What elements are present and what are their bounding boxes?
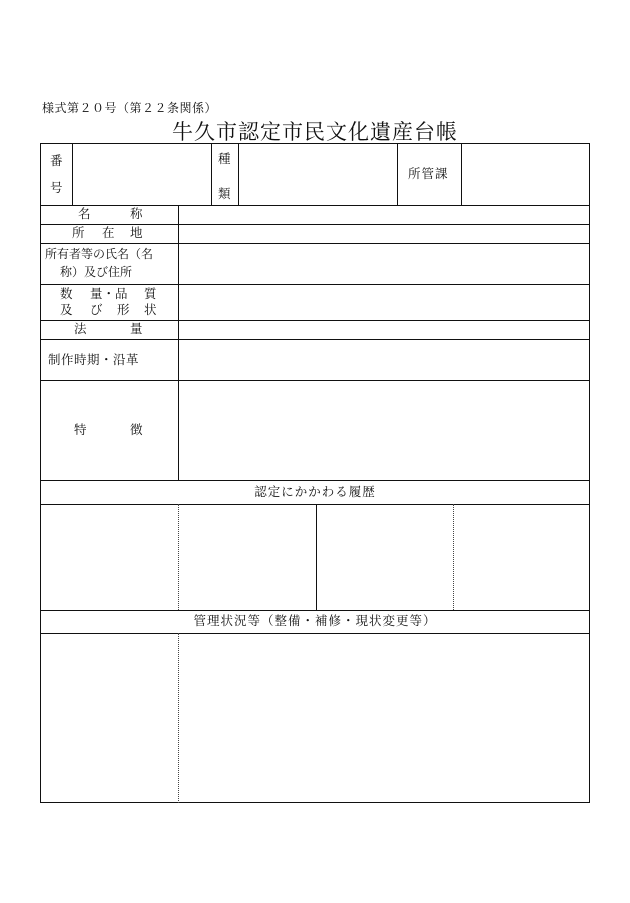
row-divider [40,284,590,285]
features-label-b: 徴 [130,422,143,437]
row-divider [40,610,590,611]
quantity-label-1a: 数 [60,286,73,301]
number-label-1: 番 [50,153,63,168]
owner-label-line1: 所有者等の氏名（名 [45,247,154,261]
number-label-2: 号 [50,180,63,195]
location-label-c: 地 [130,225,143,240]
dimensions-label-a: 法 [74,321,87,336]
col-divider [72,143,73,205]
production-label: 制作時期・沿革 [48,352,140,367]
department-label: 所管課 [408,166,449,181]
row-divider [40,633,590,634]
quantity-label-2b: び [90,302,103,317]
row-divider [40,339,590,340]
row-divider [40,480,590,481]
name-label-b: 称 [130,206,143,221]
row-divider [40,320,590,321]
certification-history-heading: 認定にかかわる履歴 [254,484,376,499]
row-divider [40,380,590,381]
name-label-a: 名 [78,206,91,221]
history-dotted-divider [178,504,179,610]
quantity-label-1c: 質 [144,286,157,301]
quantity-label-2a: 及 [60,302,73,317]
row-divider [40,205,590,206]
row-divider [40,224,590,225]
col-divider [211,143,212,205]
owner-label-line2: 称）及び住所 [60,265,133,279]
management-dotted-divider [178,633,179,803]
document-title: 牛久市認定市民文化遺産台帳 [172,120,458,144]
type-label-2: 類 [218,186,231,201]
col-divider [461,143,462,205]
quantity-label-2d: 状 [144,302,157,317]
row-divider [40,504,590,505]
form-number-label: 様式第２０号（第２２条関係） [42,101,218,115]
management-status-heading: 管理状況等（整備・補修・現状変更等） [193,613,437,628]
location-label-a: 所 [72,225,85,240]
table-outer-border [40,143,590,803]
features-label-a: 特 [74,422,87,437]
col-divider [397,143,398,205]
location-label-b: 在 [102,225,115,240]
quantity-label-1b: 量・品 [90,286,128,301]
quantity-label-2c: 形 [117,302,130,317]
label-column-divider [178,205,179,480]
col-divider [238,143,239,205]
type-label-1: 種 [218,151,231,166]
dimensions-label-b: 量 [130,321,143,336]
row-divider [40,243,590,244]
history-divider [316,504,317,610]
history-dotted-divider [453,504,454,610]
